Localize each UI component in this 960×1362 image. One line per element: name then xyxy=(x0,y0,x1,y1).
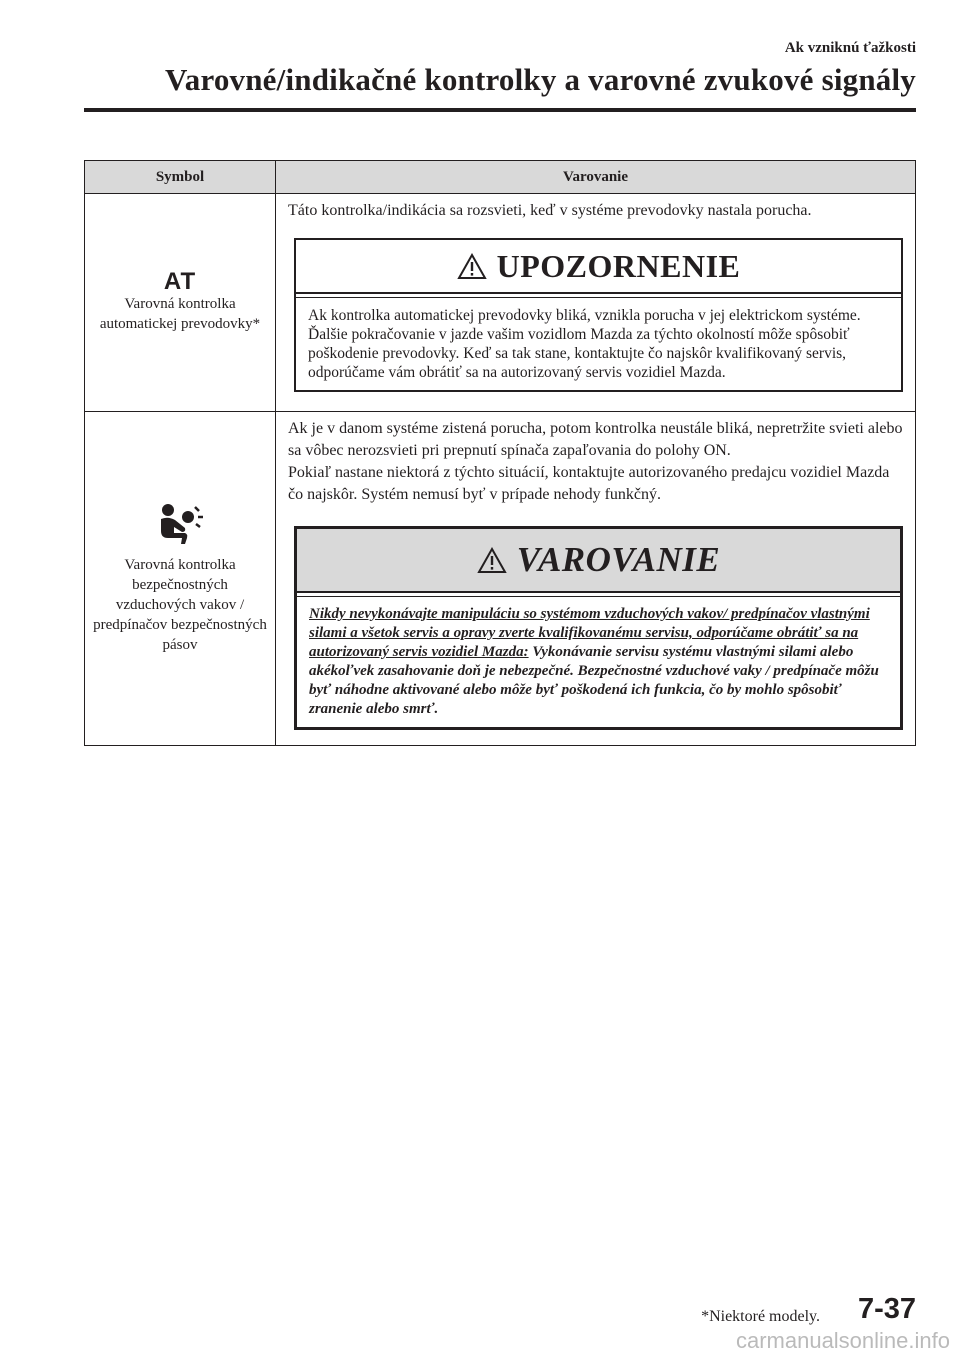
warning-box-header xyxy=(297,529,900,593)
table-row xyxy=(85,412,916,746)
symbol-cell xyxy=(85,194,276,412)
warning-body xyxy=(297,596,900,727)
warning-body-text: Vykonávanie servisu systému vlastnými silami alebo akékoľvek zasahovanie doň je nebezpečné. Bezpečnostné vzduchové vaky / predpínače môžu byť náhodne aktivované alebo môže byť poškodená ich funkcia, čo by mohlo spôsobiť zranenie alebo smrť. xyxy=(309,644,879,717)
page-title: Varovné/indikačné kontrolky a varovné zvukové signály xyxy=(165,62,916,97)
footnote: *Niektoré modely. xyxy=(701,1308,820,1325)
warning-title: VAROVANIE xyxy=(516,540,721,579)
warning-text: Ak je v danom systéme zistená porucha, potom kontrolka neustále bliká, nepretržite svieti alebo sa vôbec nerozsvieti pri prepnutí spínača zapaľovania do polohy ON. xyxy=(288,420,903,459)
warning-triangle-icon xyxy=(457,253,487,280)
caution-box-header xyxy=(296,240,901,294)
warning-body-underlined: Nikdy nevykonávajte manipuláciu so systémom vzduchových vakov/ predpínačov vlastnými silami a všetok servis a opravy zverte kvalifikovanému servisu, odporúčame obrátiť sa na autorizovaný servis vozidiel Mazda: xyxy=(309,606,870,660)
warning-text: Pokiaľ nastane niektorá z týchto situácií, kontaktujte autorizovaného predajcu vozidiel Mazda čo najskôr. Systém nemusí byť v prípade nehody funkčný. xyxy=(288,464,890,503)
section-label: Ak vzniknú ťažkosti xyxy=(784,40,916,56)
caution-title: UPOZORNENIE xyxy=(496,248,741,284)
header-symbol: Symbol xyxy=(85,161,276,194)
symbol-cell xyxy=(85,412,276,746)
header-warning: Varovanie xyxy=(276,161,916,194)
warning-triangle-icon xyxy=(477,547,507,574)
airbag-warning-icon xyxy=(155,503,205,545)
symbol-label: Varovná kontrolka bezpečnostných vzduchových vakov / predpínačov bezpečnostných pásov xyxy=(93,556,267,653)
warning-text: Táto kontrolka/indikácia sa rozsvieti, keď v systéme prevodovky nastala porucha. xyxy=(288,202,812,219)
watermark: carmanualsonline.info xyxy=(735,1328,950,1353)
warning-table xyxy=(84,160,916,746)
table-header-row xyxy=(85,161,916,194)
table-row xyxy=(85,194,916,412)
at-warning-icon: AT xyxy=(163,267,197,295)
warning-box xyxy=(294,526,903,730)
warning-cell xyxy=(276,194,916,412)
title-rule xyxy=(84,108,916,112)
caution-body: Ak kontrolka automatickej prevodovky bliká, vznikla porucha v jej elektrickom systéme. Ďalšie pokračovanie v jazde vašim vozidlom Mazda za týchto okolností môže spôsobiť poškodenie prevodovky. Keď sa tak stane, kontaktujte čo najskôr kvalifikovaný servis, odporúčame vám obrátiť sa na autorizovaný servis vozidiel Mazda. xyxy=(296,297,901,390)
caution-box xyxy=(294,238,903,392)
symbol-label: Varovná kontrolka automatickej prevodovky* xyxy=(99,295,261,332)
warning-cell xyxy=(276,412,916,746)
page-number: 7-37 xyxy=(857,1293,916,1325)
